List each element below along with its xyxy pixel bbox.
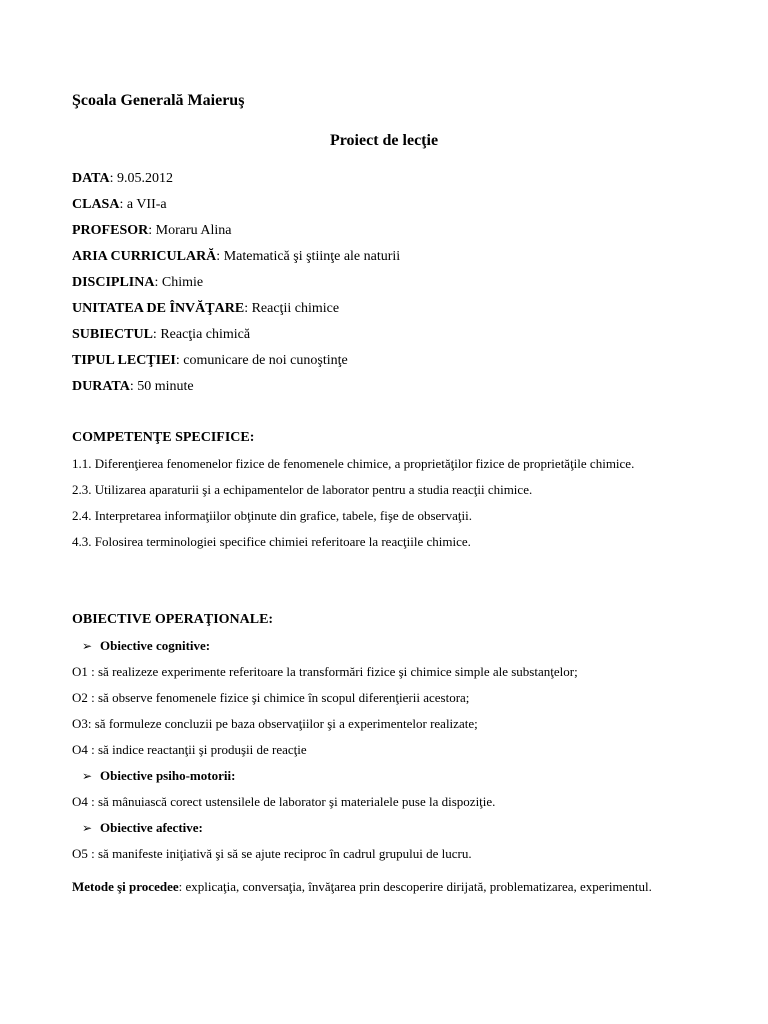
field-label: CLASA bbox=[72, 197, 120, 212]
subsection-title-cognitive bbox=[72, 633, 712, 659]
arrow-bullet-icon: ➢ bbox=[82, 769, 93, 783]
field-value: Moraru Alina bbox=[155, 223, 232, 238]
field-label: DISCIPLINA bbox=[72, 275, 155, 290]
field-value: Reacţii chimice bbox=[251, 301, 340, 316]
field-clasa: CLASA: a VII-a bbox=[72, 197, 167, 212]
field-label: PROFESOR bbox=[72, 223, 149, 238]
field-subiectul: SUBIECTUL: Reacţia chimică bbox=[72, 327, 251, 342]
arrow-bullet-icon: ➢ bbox=[82, 639, 93, 653]
metode-label: Metode şi procedee bbox=[72, 879, 179, 894]
list-item: 1.1. Diferenţierea fenomenelor fizice de fenomenele chimice, a proprietăţilor fizice de proprietăţile chimice. bbox=[72, 456, 635, 471]
list-item: 2.4. Interpretarea informaţiilor obţinute din grafice, tabele, fişe de observaţii. bbox=[72, 508, 472, 523]
field-label: UNITATEA DE ÎNVĂŢARE bbox=[72, 301, 245, 316]
lesson-info bbox=[72, 166, 712, 400]
field-value: a VII-a bbox=[126, 197, 167, 212]
field-aria-curriculara: ARIA CURRICULARĂ: Matematică şi ştiinţe ale naturii bbox=[72, 249, 401, 264]
field-tipul-lectiei: TIPUL LECŢIEI: comunicare de noi cunoştinţe bbox=[72, 353, 348, 368]
field-label: SUBIECTUL bbox=[72, 327, 153, 342]
field-value: Chimie bbox=[161, 275, 204, 290]
list-item: O2 : să observe fenomenele fizice şi chimice în scopul diferenţierii acestora; bbox=[72, 690, 470, 705]
competente-section bbox=[72, 425, 712, 555]
list-item: 4.3. Folosirea terminologiei specifice chimiei referitoare la reacţiile chimice. bbox=[72, 534, 471, 549]
field-label: DATA bbox=[72, 171, 110, 186]
subsection-label: Obiective psiho-motorii: bbox=[100, 768, 236, 783]
subsection-title-afective bbox=[72, 815, 712, 841]
obiective-section bbox=[72, 607, 712, 867]
field-data: DATA: 9.05.2012 bbox=[72, 171, 173, 186]
metode-paragraph bbox=[72, 874, 712, 900]
metode-value: : explicaţia, conversaţia, învăţarea prin descoperire dirijată, problematizarea, experimentul. bbox=[178, 879, 652, 894]
list-item: O4 : să mânuiască corect ustensilele de laborator şi materialele puse la dispoziţie. bbox=[72, 794, 496, 809]
field-value: Reacţia chimică bbox=[160, 327, 251, 342]
list-item: O4 : să indice reactanţii şi produşii de reacţie bbox=[72, 742, 307, 757]
field-value: comunicare de noi cunoştinţe bbox=[183, 353, 348, 368]
field-label: ARIA CURRICULARĂ bbox=[72, 249, 217, 264]
field-value: Matematică şi ştiinţe ale naturii bbox=[223, 249, 401, 264]
field-disciplina: DISCIPLINA: Chimie bbox=[72, 275, 204, 290]
subsection-label: Obiective afective: bbox=[100, 820, 203, 835]
list-item: O5 : să manifeste iniţiativă şi să se ajute reciproc în cadrul grupului de lucru. bbox=[72, 846, 472, 861]
field-profesor: PROFESOR: Moraru Alina bbox=[72, 223, 232, 238]
field-label: DURATA bbox=[72, 379, 130, 394]
list-item: 2.3. Utilizarea aparaturii şi a echipamentelor de laborator pentru a studia reacţii chimice. bbox=[72, 482, 533, 497]
school-name: Şcoala Generală Maieruş bbox=[72, 92, 245, 109]
field-unitatea: UNITATEA DE ÎNVĂŢARE: Reacţii chimice bbox=[72, 301, 340, 316]
list-item: O3: să formuleze concluzii pe baza observaţiilor şi a experimentelor realizate; bbox=[72, 716, 478, 731]
arrow-bullet-icon: ➢ bbox=[82, 821, 93, 835]
list-item: O1 : să realizeze experimente referitoare la transformări fizice şi chimice simple ale substanţelor; bbox=[72, 664, 578, 679]
field-label: TIPUL LECŢIEI bbox=[72, 353, 176, 368]
subsection-title-psihomotorii bbox=[72, 763, 712, 789]
section-title: COMPETENŢE SPECIFICE: bbox=[72, 430, 255, 445]
subsection-label: Obiective cognitive: bbox=[100, 638, 211, 653]
section-title: OBIECTIVE OPERAŢIONALE: bbox=[72, 612, 274, 627]
field-durata: DURATA: 50 minute bbox=[72, 379, 194, 394]
field-value: 9.05.2012 bbox=[116, 171, 173, 186]
document-title: Proiect de lecţie bbox=[329, 132, 439, 149]
field-value: 50 minute bbox=[137, 379, 194, 394]
